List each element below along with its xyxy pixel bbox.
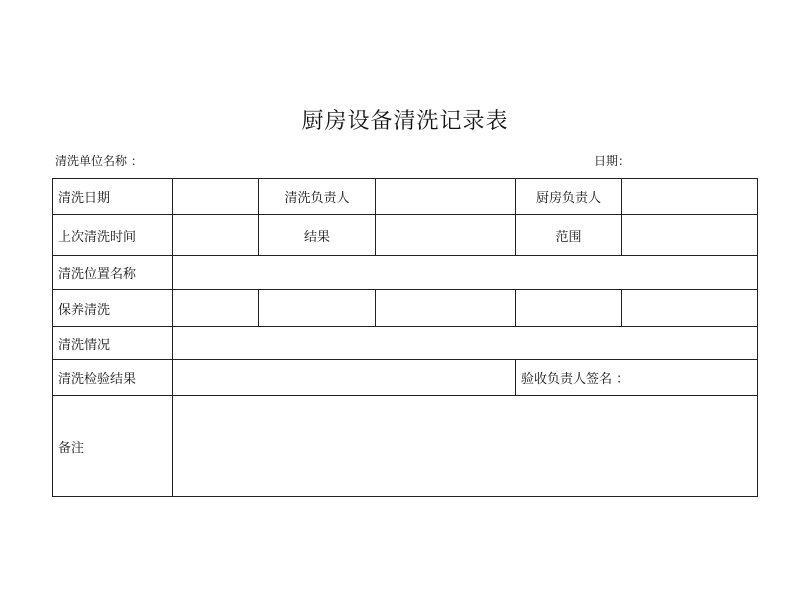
table-row (53, 290, 758, 327)
maintenance-cell-1[interactable] (173, 290, 259, 327)
date-label: 日期： (594, 154, 631, 168)
maintenance-cell-2[interactable] (259, 290, 376, 327)
scope-cell[interactable] (622, 215, 758, 256)
table-row (53, 179, 758, 215)
cleaning-unit-label: 清洗单位名称 ： (55, 154, 143, 168)
scope-label: 范围 (516, 215, 622, 256)
inspection-result-label: 清洗检验结果 (53, 360, 173, 396)
cleaning-date-cell[interactable] (173, 179, 259, 215)
last-cleaning-time-label: 上次清洗时间 (53, 215, 173, 256)
maintenance-cell-3[interactable] (376, 290, 516, 327)
table-row (53, 215, 758, 256)
kitchen-responsible-label: 厨房负责人 (516, 179, 622, 215)
result-label: 结果 (259, 215, 376, 256)
maintenance-cell-4[interactable] (516, 290, 622, 327)
table-row (53, 360, 758, 396)
table-row (53, 396, 758, 497)
maintenance-cleaning-label: 保养清洗 (53, 290, 173, 327)
cleaning-condition-cell[interactable] (173, 327, 758, 360)
maintenance-cell-5[interactable] (622, 290, 758, 327)
result-cell[interactable] (376, 215, 516, 256)
cleaning-location-cell[interactable] (173, 256, 758, 290)
document-title: 厨房设备清洗记录表 (301, 109, 509, 134)
responsible-person-cell[interactable] (376, 179, 516, 215)
kitchen-responsible-cell[interactable] (622, 179, 758, 215)
inspection-result-cell[interactable] (173, 360, 516, 396)
responsible-person-label: 清洗负责人 (259, 179, 376, 215)
cleaning-record-table (52, 178, 758, 497)
last-cleaning-time-cell[interactable] (173, 215, 259, 256)
remarks-cell[interactable] (173, 396, 758, 497)
acceptance-signature-label: 验收负责人签名 ： (516, 360, 758, 396)
cleaning-location-label: 清洗位置名称 (53, 256, 173, 290)
table-row (53, 327, 758, 360)
cleaning-date-label: 清洗日期 (53, 179, 173, 215)
cleaning-condition-label: 清洗情况 (53, 327, 173, 360)
table-row (53, 256, 758, 290)
remarks-label: 备注 (53, 396, 173, 497)
